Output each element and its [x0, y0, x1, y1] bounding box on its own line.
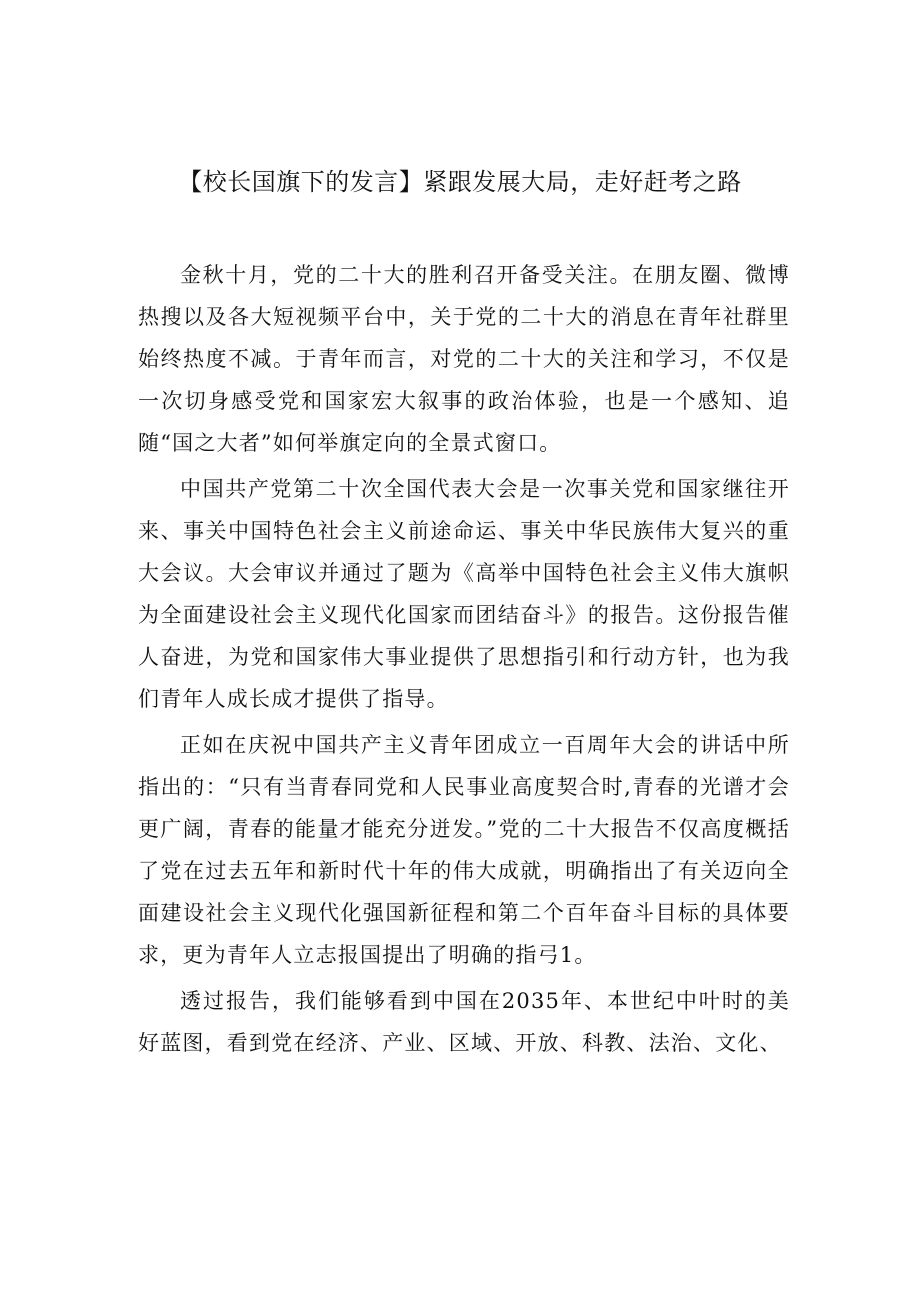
paragraph: 透过报告，我们能够看到中国在2035年、本世纪中叶时的美好蓝图，看到党在经济、产业、区域、开放、科教、法治、文化、: [138, 989, 790, 1055]
paragraph: 中国共产党第二十次全国代表大会是一次事关党和国家继往开来、事关中国特色社会主义前途命运、事关中华民族伟大复兴的重大会议。大会审议并通过了题为《高举中国特色社会主义伟大旗帜为全面建设社会主义现代化国家而团结奋斗》的报告。这份报告催人奋进，为党和国家伟大事业提供了思想指引和行动方针，也为我们青年人成长成才提供了指导。: [138, 477, 790, 711]
document-body: [138, 254, 790, 1068]
paragraph: 金秋十月，党的二十大的胜利召开备受关注。在朋友圈、微博热搜以及各大短视频平台中，关于党的二十大的消息在青年社群里始终热度不减。于青年而言，对党的二十大的关注和学习，不仅是一次切身感受党和国家宏大叙事的政治体验，也是一个感知、追随“国之大者”如何举旗定向的全景式窗口。: [138, 263, 790, 455]
document-title: 【校长国旗下的发言】紧跟发展大局，走好赶考之路: [178, 168, 742, 196]
paragraph: 正如在庆祝中国共产主义青年团成立一百周年大会的讲话中所指出的：“只有当青春同党和人民事业高度契合时,青春的光谱才会更广阔，青春的能量才能充分迸发。”党的二十大报告不仅高度概括了党在过去五年和新时代十年的伟大成就，明确指出了有关迈向全面建设社会主义现代化强国新征程和第二个百年奋斗目标的具体要求，更为青年人立志报国提出了明确的指弓1。: [138, 733, 790, 967]
